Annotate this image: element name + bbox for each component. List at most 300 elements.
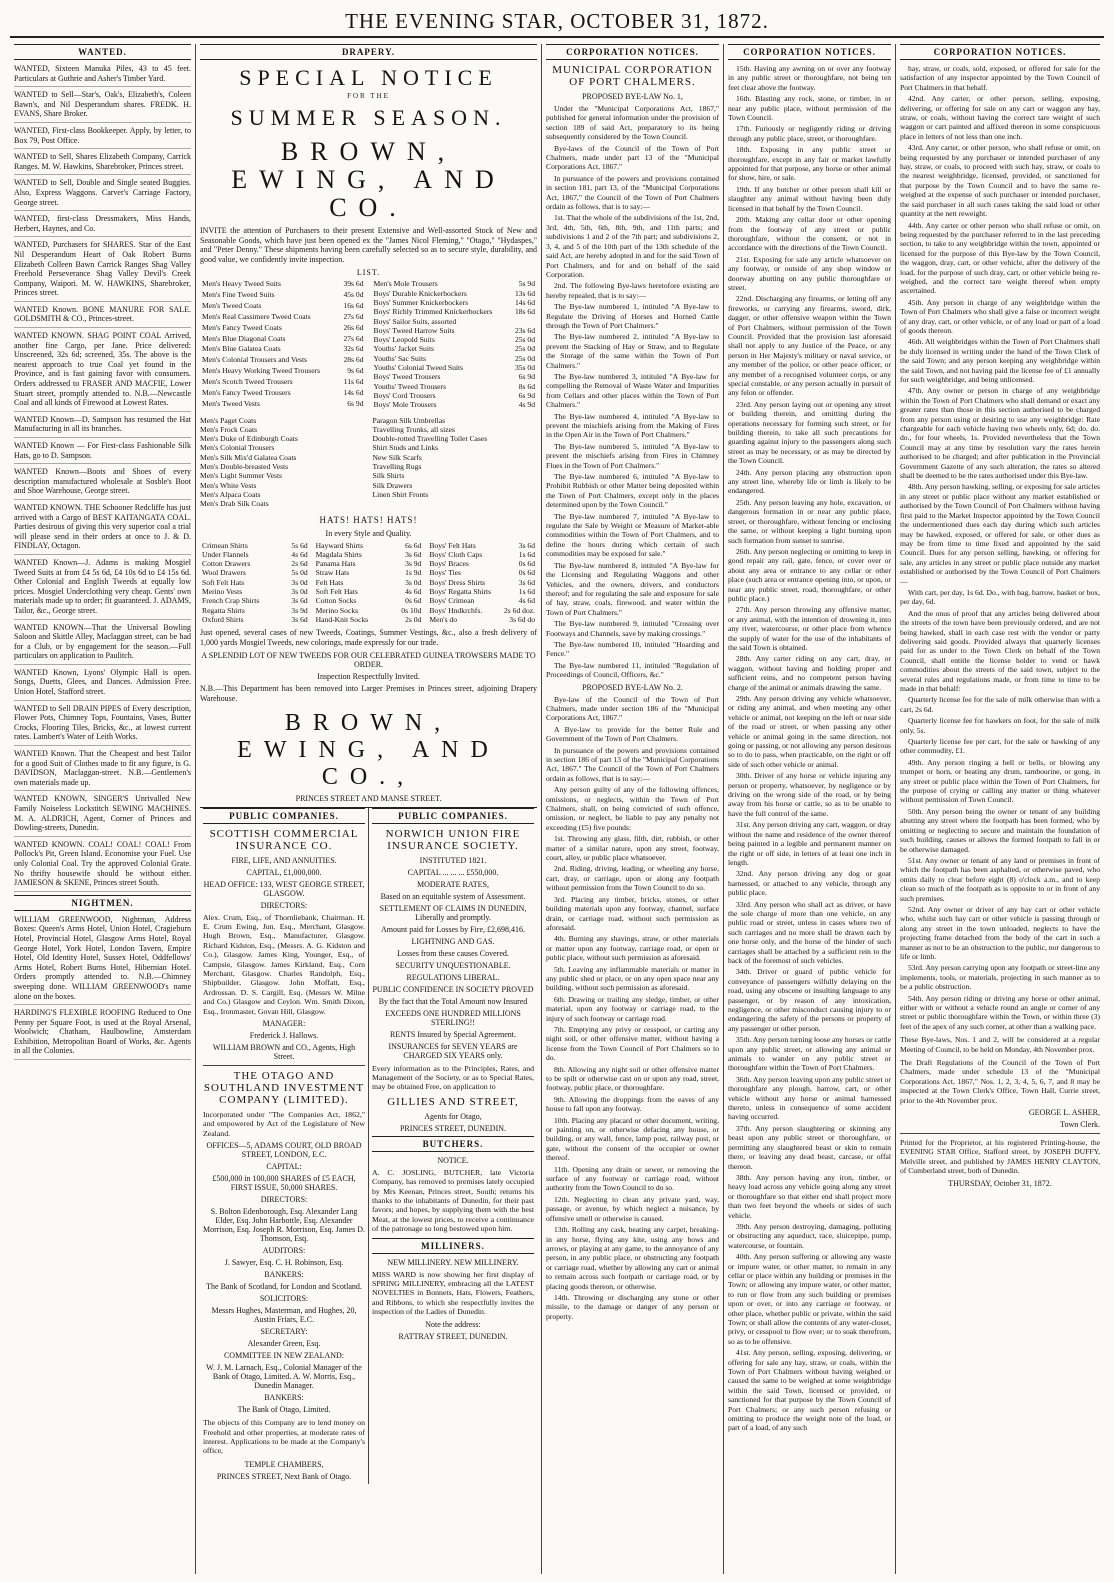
price-value: 4s 6d bbox=[405, 586, 422, 596]
price-value: 3s 0d bbox=[291, 586, 308, 596]
price-item: Merino Socks bbox=[315, 605, 359, 615]
price-row bbox=[200, 399, 366, 410]
goods-list-left bbox=[200, 416, 365, 509]
bylaw-clause: 21st. Exposing for sale any article whatsoever on any footway, or outside of any shop window or doorway abutting on any public thoroughfare or street. bbox=[728, 254, 891, 292]
drapery-intro: INVITE the attention of Purchasers to their present Extensive and Well-assorted Stock of New and Seasonable Goods, which have just been opened ex the "James Nicol Fleming," "Otago," "Hydaspes," and "Peter Denny." These shipments having been carefully selected so as to secure style, durability, and good value, we confidently invite inspection. bbox=[200, 226, 537, 264]
otago-body: Incorporated under "The Companies Act, 1862," and empowered by Act of the Legislature of New Zealand. bbox=[203, 1110, 365, 1138]
price-item: Boys' Durable Knickerbockers bbox=[373, 288, 467, 298]
price-item: Men's Fancy Tweed Coats bbox=[202, 322, 282, 332]
price-row bbox=[427, 559, 537, 568]
price-value: 28s 6d bbox=[343, 355, 364, 365]
butcher-ad: A. C. JOSLING, BUTCHER, late Victoria Company, has removed to premises lately occupied by Mrs Keenan, Princes street, South; returns his thanks to the inhabitants of Dunedin, for their past favors; and hopes, by supplying them with the best Meat, at the lowest prices, to receive a continuance of the patronage so long bestowed upon him. bbox=[372, 1167, 534, 1234]
norwich-capital: CAPITAL ... ... ... £550,000. bbox=[407, 867, 499, 877]
price-item: Cotton Socks bbox=[315, 596, 357, 606]
scottish-capital: CAPITAL, £1,000,000. bbox=[246, 867, 322, 877]
goods-item: Silk Shirts bbox=[372, 471, 405, 481]
masthead: THE EVENING STAR, OCTOBER 31, 1872. bbox=[345, 9, 769, 33]
public-companies bbox=[200, 807, 537, 1484]
price-item: Men's Mole Trousers bbox=[373, 279, 438, 289]
bylaw-clause: 34th. Driver or guard of public vehicle for conveyance of passengers wilfully delaying on the road, using any obscene or insulting language to any passenger, or by reason of any intoxication, negligence, or other misconduct causing injury to or endangering the safety of the persons or property of any passenger or other person. bbox=[728, 967, 891, 1033]
price-value: 3s 6d bbox=[291, 596, 308, 606]
columns bbox=[10, 44, 1104, 1574]
price-value: 3s 6d bbox=[518, 540, 536, 550]
directors-label: DIRECTORS: bbox=[260, 900, 308, 910]
bylaw-clause: 2nd. The following Bye-laws heretofore existing are hereby repealed, that is to say:— bbox=[546, 281, 719, 300]
price-item: Wool Drawers bbox=[202, 568, 246, 578]
price-row bbox=[200, 541, 310, 550]
bylaw-clause: Bye-law of the Council of the Town of Port Chalmers, made under section 186 of the "Municipal Corporations Act, 1867." bbox=[546, 694, 719, 723]
bylaw-clause: 42nd. Any carter, or other person, selling, exposing, delivering, or offering for sale on any cart or waggon any hay, straw, or coals, without having the correct tare weight of such waggon or cart painted and affixed thereon in some conspicuous place in letters of not less than one inch. bbox=[900, 94, 1100, 141]
price-value: 13s 6d bbox=[514, 288, 535, 298]
price-item: Cotton Drawers bbox=[202, 559, 251, 569]
bylaw-clause: The Bye-law numbered 4, intituled "A Bye-law to prevent the mischiefs arising from the Making of Fires in the Open Air in the Town of Port Chalmers." bbox=[546, 411, 719, 440]
goods-item: Men's Duke of Edinburgh Coats bbox=[200, 434, 298, 444]
price-item: Boys' Ties bbox=[429, 568, 461, 578]
bylaw-clause: Quarterly license fee for hawkers on foot, for the sale of milk only, 5s. bbox=[900, 716, 1100, 735]
price-value: 6s 9d bbox=[347, 398, 364, 408]
solicitors: Messrs Hughes, Masterman, and Hughes, 20, Austin Friars, E.C. bbox=[211, 1306, 357, 1325]
price-value: 35s 0d bbox=[514, 363, 535, 373]
bylaw-clause: 44th. Any carter or other person who shall refuse or omit, on being requested by the purchaser referred to in the last preceding section, to take to any weighbridge within the town, appointed or licensed for the purpose of this Bye-law by the Town Council, the waggon, dray, cart, or other vehicle, after the delivery of the load, for the purpose of such dray, cart, or other vehicle being re-weighed, and the correct tare weight thereof when empty ascertained. bbox=[900, 220, 1100, 296]
firm-name: BROWN, EWING, AND CO. bbox=[231, 137, 506, 222]
bylaw-clause: Quarterly license fee for the sale of milk otherwise than with a cart, 2s 6d. bbox=[900, 695, 1100, 714]
scottish-agents: WILLIAM BROWN and CO., Agents, High Street. bbox=[212, 1043, 356, 1062]
price-item: Boys' Richly Trimmed Knickerbockers bbox=[373, 307, 493, 317]
price-item: Youths' Jacket Suits bbox=[373, 344, 435, 354]
bylaw-clause: 32nd. Any person driving any dog or goat harnessed, or attached to any vehicle, through any public place. bbox=[728, 869, 891, 898]
price-row bbox=[200, 596, 310, 605]
price-row bbox=[200, 279, 366, 290]
norwich-agents-3: PRINCES STREET, DUNEDIN. bbox=[399, 1123, 507, 1133]
price-row bbox=[314, 606, 424, 615]
splendid-lot: A SPLENDID LOT OF NEW TWEEDS FOR OUR CELEBRATED GUINEA TROWSERS MADE TO ORDER. bbox=[201, 651, 536, 670]
hats-label: HATS! HATS! HATS! bbox=[319, 514, 418, 525]
otago-offices: OFFICES—5, ADAMS COURT, OLD BROAD STREET, LONDON, E.C. bbox=[206, 1141, 362, 1160]
bylaw-clause: The Bye-law numbered 5, intituled "A Bye-law to prevent the mischiefs arising from Fires in Chimney Flues in the Town of Port Chalmers." bbox=[546, 441, 719, 470]
public-companies-left bbox=[200, 808, 369, 1484]
bylaw-clause: 52nd. Any owner or driver of any hay cart or other vehicle who, whilst such hay cart or other vehicle is passing through or along any street in the town unloaded, neglects to have the projecting frame detached from the body of the cart in such a manner as not to be an obstruction to the public, nor dangerous to life or limb. bbox=[900, 904, 1100, 961]
bylaw-clause: 13th. Rolling any cask, beating any carpet, breaking-in any horse, flying any kite, using any bows and arrows, or playing at any game, to the annoyance of any person, in any public place, or obstructing any footpath or carriage road, whether by allowing any cart or animal to remain across such footpath or carriage road, or by placing goods thereon, or otherwise. bbox=[546, 1225, 719, 1291]
price-row bbox=[200, 344, 366, 355]
price-value: 0s 10d bbox=[401, 605, 422, 615]
price-value: 18s 6d bbox=[514, 307, 535, 317]
wanted-ad: WANTED, Sixteen Manuka Piles, 43 to 45 feet. Particulars at Guthrie and Asher's Timber Yard. bbox=[14, 64, 191, 87]
hats-list-a bbox=[200, 541, 310, 625]
price-value: 3s 0d bbox=[405, 577, 422, 587]
bylaw-clause: 38th. Any person having any iron, timber, or heavy load across any vehicle going along any street or thoroughfare so that either end shall project more than two feet beyond the wheels or sides of such vehicle. bbox=[728, 1172, 891, 1220]
list-label: LIST. bbox=[356, 268, 381, 278]
price-item: Youths' Sac Suits bbox=[373, 353, 427, 363]
price-row bbox=[200, 615, 310, 624]
price-row bbox=[200, 606, 310, 615]
price-item: Regatta Shirts bbox=[202, 605, 245, 615]
price-item: Soft Felt Hats bbox=[202, 577, 245, 587]
price-value: 45s 0d bbox=[343, 290, 364, 300]
closing-note: These Bye-laws, Nos. 1 and 2, will be considered at a regular Meeting of Council, to be held on Monday, 4th November prox. bbox=[900, 1035, 1100, 1054]
wanted-ad: WANTED, first-class Dressmakers, Miss Hands, Herbert, Haynes, and Co. bbox=[14, 214, 191, 237]
bylaw-clause: 50th. Any person being the owner or tenant of any building abutting any street where the footpath has been formed, who by omitting or neglecting to secure and maintain the foundation of such building, causes or allows the formed footpath to fall in or be otherwise damaged. bbox=[900, 806, 1100, 854]
price-value: 1s 6d bbox=[518, 586, 536, 596]
imprint: Printed for the Proprietor, at his registered Printing-house, the EVENING STAR Office, Stafford street, by JOSEPH DUFFY, Melville street, and published by JAMES HENRY CLAYTON, of Cumberland street, both of Dunedin. bbox=[900, 1138, 1100, 1176]
goods-item: Silk Drawers bbox=[372, 480, 413, 490]
bylaw-clause: 41st. Any person, selling, exposing, delivering, or offering for sale any hay, straw, or coals, within the Town of Port Chalmers without having weighed or caused the same to be weighed at some weighbridge within the said Town, licensed or provided, or sanctioned for that purpose by the Town Council of Port Chalmers; or any such person refusing or omitting to produce the weight note of the load, or part of a load, of any such bbox=[728, 1348, 891, 1433]
bylaw-clause: 27th. Any person throwing any offensive matter, or any animal, with the intention of drowning it, into any river, watercourse, or other place from whence the supply of water for the use of the inhabitants of the said Town is obtained. bbox=[728, 605, 891, 652]
bylaw-clause: 51st. Any owner or tenant of any land or premises in front of which the footpath has been asphalted, or otherwise paved, who omits daily to clear before eight (8) o'clock a.m., and to keep clean so much of the footpath as is opposite to or in front of any such premises. bbox=[900, 855, 1100, 903]
price-value: 2s 0d bbox=[405, 614, 422, 624]
wanted-ad: WANTED, Purchasers for SHARES. Star of the East Nil Desperandum Heart of Oak Robert Burns Elizabeth Colleen Bawn Carrick Ranges Shag Valley Freehold Perseverance Shag Valley Devil's Creek Company, Waipori. M. W. HAWKINS, Sharebroker, Princes street. bbox=[14, 240, 191, 302]
price-value: 6s 9d bbox=[518, 372, 535, 382]
section-heading-corporation-1: CORPORATION NOTICES. bbox=[546, 44, 719, 60]
bylaw-clause: 53rd. Any person carrying upon any footpath or street-line any implements, tools, or materials, projecting in such manner as to be a public obstruction. bbox=[900, 963, 1100, 992]
section-heading-corporation-2: CORPORATION NOTICES. bbox=[728, 44, 891, 60]
price-row bbox=[200, 355, 366, 366]
price-value bbox=[510, 317, 537, 326]
goods-item: Men's Double-breasted Vests bbox=[200, 462, 289, 472]
bylaw-clause: With cart, per day, 1s 6d. Do., with bag, barrow, basket or box, per day, 6d. bbox=[900, 587, 1100, 607]
section-heading-nightmen: NIGHTMEN. bbox=[14, 895, 191, 911]
price-row bbox=[200, 559, 310, 568]
bylaw-clause: In pursuance of the powers and provisions contained in section 186 of part 13 of the "Municipal Corporations Act, 1867." The Council of the Town of Port Chalmers ordain as follows, that is to say:— bbox=[546, 745, 719, 783]
bylaw-clause: Quarterly license fee per cart, for the sale or hawking of any other commodity, £1. bbox=[900, 737, 1100, 756]
bylaw-clause: 12th. Neglecting to clean any private yard, way, passage, or avenue, by which neglect a nuisance, by offensive smell or otherwise is caused. bbox=[546, 1194, 719, 1223]
goods-item: Men's Drab Silk Coats bbox=[200, 499, 269, 509]
price-item: Men's Scotch Tweed Trousers bbox=[202, 376, 293, 386]
norwich-agents-2: Agents for Otago, bbox=[424, 1111, 482, 1121]
price-item: Men's Tweed Vests bbox=[202, 398, 260, 408]
wanted-ads bbox=[14, 64, 191, 892]
price-item: Boys' Tweed Harrow Suits bbox=[373, 325, 455, 335]
price-row bbox=[372, 372, 538, 381]
price-value: 27s 6d bbox=[343, 311, 364, 321]
hats-list-b bbox=[314, 541, 424, 625]
bylaw-clause: 47th. Any owner or person in charge of any weighbridge within the Town of Port Chalmers who shall demand or exact any greater rates than those in this section authorised to be charged from any person using or desiring to use any weighbridge: Rate chargeable for each vehicle having two wheels only, 6d; do. do. do., for four wheels, 1s. Provided nevertheless that the Town Council may at any time by resolution vary the rates herein authorised to be charged; and after publication in the Provincial Government Gazette of any such alteration, the rates so altered shall be deemed to be the rates authorised under this Bye-law. bbox=[900, 386, 1100, 481]
norwich-line: SECURITY UNQUESTIONABLE. bbox=[395, 960, 511, 970]
masthead-rule bbox=[10, 36, 1104, 38]
price-row bbox=[427, 606, 537, 615]
norwich-line: RENTS Insured by Special Agreement. bbox=[390, 1029, 516, 1039]
price-item: Boys' Dress Shirts bbox=[429, 577, 486, 587]
price-value: 5s 0d bbox=[291, 568, 308, 578]
price-value: 2s 6d doz. bbox=[504, 605, 536, 615]
price-row bbox=[372, 335, 538, 344]
price-item: Merino Vests bbox=[202, 586, 243, 596]
bylaw-clause: 9th. Allowing the droppings from the eaves of any house to fall upon any footway. bbox=[546, 1094, 719, 1114]
bylaw-clause: Any person guilty of any of the following offences, omissions, or neglects, within the Town of Port Chalmers, shall, on being convicted of such offence, omission, or neglect, be liable to pay any penalty not exceeding (£5) five pounds: bbox=[546, 785, 719, 832]
public-companies-right bbox=[369, 808, 537, 1484]
price-item: Boys' Mole Trousers bbox=[373, 400, 437, 410]
price-item: Boys' Felt Hats bbox=[429, 540, 476, 550]
price-item: Boys' Cord Trousers bbox=[373, 390, 436, 400]
price-item: Straw Hats bbox=[315, 568, 350, 578]
price-item: Panama Hats bbox=[315, 559, 356, 569]
millinery-ad: MISS WARD is now showing her first display of SPRING MILLINERY, embracing all the LATEST NOVELTIES in Bonnets, Hats, Flowers, Feathers, and Ribbons, to which she respectfully invites the inspection of the Ladies of Dunedin. bbox=[372, 1269, 534, 1317]
price-row bbox=[314, 578, 424, 587]
price-item: French Crap Shirts bbox=[202, 596, 260, 606]
wanted-ad: WANTED Known — For First-class Fashionable Silk Hats, go to D. Sampson. bbox=[14, 441, 191, 464]
price-item: Boys' Regatta Shirts bbox=[429, 586, 492, 596]
goods-item: Men's Light Summer Vests bbox=[200, 471, 283, 481]
goods-list-right bbox=[373, 416, 538, 509]
price-row bbox=[372, 382, 538, 391]
price-row bbox=[314, 615, 424, 624]
bylaw-clause: The Bye-law numbered 7, intituled "A Bye-law to regulate the Sale by Weight or Measure of Market-able commodities within the Town of Port Chalmers, and to define the hours during which certain of such commodities may be exposed for sale." bbox=[546, 511, 719, 559]
capital2: £500,000 in 100,000 SHARES of £5 EACH, FIRST ISSUE, 50,000 SHARES. bbox=[212, 1174, 356, 1193]
goods-item: Men's Colonial Trousers bbox=[200, 443, 275, 453]
bankers: The Bank of Scotland, for London and Scotland. bbox=[206, 1282, 362, 1292]
price-value: 32s 6d bbox=[343, 344, 364, 354]
price-row bbox=[372, 298, 538, 307]
price-row bbox=[372, 400, 538, 409]
price-row bbox=[427, 550, 537, 559]
wanted-ad: WANTED Known—D. Sampson has resumed the Hat Manufacturing in all its branches. bbox=[14, 415, 191, 438]
bylaw-clause: 26th. Any person neglecting or omitting to keep in good repair any rail, gate, fence, or cover over or about any area or entrance to any cellar or other place (such area or entrance opening into, or upon, or near any public street, road, thoroughfare, or other public place.) bbox=[728, 546, 891, 603]
price-value: 14s 6d bbox=[514, 297, 535, 307]
price-value: 4s 9d bbox=[518, 400, 535, 410]
bylaw-2-paras bbox=[546, 695, 719, 1322]
price-item: Felt Hats bbox=[315, 577, 344, 587]
price-item: Men's Fine Tweed Suits bbox=[202, 290, 275, 300]
wanted-ad: WANTED to Sell, Shares Elizabeth Company, Carrick Ranges. M. W. Hawkins, Sharebroker, Princes street. bbox=[14, 152, 191, 175]
price-item: Men's Colonial Trousers and Vests bbox=[202, 355, 308, 365]
bylaw-clause: 6th. Drawing or trailing any sledge, timber, or other material, upon any footway or carriage road, to the injury of such footway or carriage road. bbox=[546, 994, 719, 1023]
price-row bbox=[372, 317, 538, 326]
bylaw-clause: 24th. Any person placing any obstruction upon any street line, whereby life or limb is likely to be endangered. bbox=[728, 467, 891, 496]
bylaw-clause: 29th. Any person driving any vehicle whatsoever, or riding any animal, and when meeting any other vehicle or animal, not keeping on the left or near side of the road or street, or when passing any other vehicle or animal going in the same direction, not going or passing, or not allowing any person desirous so to do to pass, when practicable, on the right or off side of such other vehicle or animal. bbox=[728, 694, 891, 769]
manager-label: MANAGER: bbox=[262, 1019, 306, 1029]
objects: The objects of this Company are to lend money on Freehold and other properties, at moderate rates of interest. Applications to be made at the Company's office, bbox=[203, 1418, 365, 1456]
price-item: Men's Fancy Tweed Trousers bbox=[202, 387, 291, 397]
nightman-ad: WILLIAM GREENWOOD, Nightman, Address Boxes: Queen's Arms Hotel, Union Hotel, Cragieburn Hotel, Provincial Hotel, Glasgow Arms Hotel, Royal George Hotel, York Hotel, London Tavern, Empire Hotel, Old Identity Hotel, Sussex Hotel, Oddfellows' Arms Hotel, Robert Burns Hotel, Hibernian Hotel. Orders promptly attended to. N.B.—Chimney sweeping done. WILLIAM GREENWOOD's name alone on the boxes. bbox=[14, 915, 191, 1005]
instituted: INSTITUTED 1821. bbox=[419, 855, 487, 865]
price-item: Men's do bbox=[429, 614, 458, 624]
goods-item: Men's Frock Coats bbox=[200, 424, 258, 434]
price-row bbox=[372, 344, 538, 353]
norwich-info: Every information as to the Principles, Rates, and Management of the Society, or as to Special Rates, may be obtained Free, on application to bbox=[372, 1063, 534, 1092]
bylaw-clause: The Bye-law numbered 3, intituled "A Bye-law for compelling the Removal of Waste Water and Impurities from Cellars and other places within the Town of Port Chalmers." bbox=[546, 371, 719, 410]
price-row bbox=[372, 279, 538, 288]
price-row bbox=[427, 596, 537, 605]
price-value: 3s 6d bbox=[291, 614, 308, 624]
price-row bbox=[200, 388, 366, 399]
price-row bbox=[427, 541, 537, 550]
wanted-ad: WANTED to Sell DRAIN PIPES of Every description, Flower Pots, Chimney Tops, Fountains, Vases, Butter Crocks, Flooring Tiles, Bricks, &c., at lowest current rates. Lambert's Water of Leith Works. bbox=[14, 704, 191, 746]
price-value: 27s 6d bbox=[343, 333, 364, 343]
bylaw-clause: 37th. Any person slaughtering or skinning any beast upon any public street or thoroughfare, or permitting any slaughtered beast or skin to remain there, or leaving any dead beast, carcase, or offal thereon. bbox=[728, 1123, 891, 1171]
column-corporation-1 bbox=[542, 44, 724, 1574]
wanted-ad: WANTED KNOWN, SINGER'S Unrivalled New Family Noiseless Lockstitch SEWING MACHINES. M. A. ALDRICH, Agent, Corner of Princes and Dowling-streets, Dunedin. bbox=[14, 794, 191, 836]
bylaw-clause: 14th. Throwing or discharging any stone or other missile, to the damage or danger of any person or property. bbox=[546, 1292, 719, 1321]
price-item: Boys' Leopold Suits bbox=[373, 335, 435, 345]
price-item: Men's Blue Diagonal Coats bbox=[202, 333, 286, 343]
inspection-note: Inspection Respectfully Invited. bbox=[317, 672, 420, 682]
price-item: Men's Heavy Tweed Suits bbox=[202, 279, 281, 289]
goods-item: Men's Alpaca Coats bbox=[200, 489, 261, 499]
column-corporation-3 bbox=[896, 44, 1104, 1574]
bylaw-clause: 5th. Leaving any inflammable materials or matter in any public shed or place, or on any open space near any building, without such permission as aforesaid. bbox=[546, 964, 719, 993]
bankers2: The Bank of Otago, Limited. bbox=[237, 1405, 331, 1415]
norwich-line: SETTLEMENT OF CLAIMS IN DUNEDIN, Liberally and promptly. bbox=[379, 903, 527, 922]
bylaw-clause: 40th. Any person suffering or allowing any waste or impure water, or other matter, to remain in any cellar or place within any building or premises in the Town; or allowing any impure water, or other matter, to run or flow from any such building or premises upon or over, or into any carriage or footway, or other place, whether public or private, within the said Town; or shall allow the contents of any water-closet, privy, or cesspool to flow over; or to soak therefrom, so as to be offensive. bbox=[728, 1252, 891, 1346]
price-value: 4s 6d bbox=[291, 549, 308, 559]
price-value: 25s 0d bbox=[514, 353, 535, 363]
bylaw-clause: 15th. Having any awning on or over any footway in any public street or thoroughfare, not being ten feet clear above the footway. bbox=[728, 64, 891, 92]
bylaw-clause: And the onus of proof that any articles being delivered about the streets of the town have been previously ordered, and are not being hawked, shall in each case rest with the vendor or party delivering said goods. Provided always that quarterly licenses paid for as under to the Town Clerk on behalf of the Town Council, shall entitle the license holder to vend or hawk commodities about the streets of the said town, subject to the several rules and regulations made, or from time to time to be made in that behalf: bbox=[900, 608, 1100, 693]
bylaw-clause: 16th. Blasting any rock, stone, or timber, in or near any public place, without permission of the Town Council. bbox=[728, 94, 891, 123]
hats-list-c bbox=[427, 541, 537, 625]
bylaw-clause: 23rd. Any person laying out or opening any street or building therein, and omitting during the operations necessary for forming such street, or for building therein, to take all such precautions for guarding against injury to the passengers along such street as may be necessary, or as may be directed by the Town Council. bbox=[728, 399, 891, 466]
goods-item: Men's Silk Mix'd Galatea Coats bbox=[200, 452, 297, 462]
price-row bbox=[427, 578, 537, 587]
head-office: HEAD OFFICE: 133, WEST GEORGE STREET, GLASGOW. bbox=[203, 879, 365, 898]
price-row bbox=[200, 290, 366, 301]
price-value: 5s 6d bbox=[291, 540, 308, 550]
price-item: Soft Felt Hats bbox=[315, 586, 358, 596]
price-row bbox=[314, 568, 424, 577]
price-value: 5s 9d bbox=[518, 279, 535, 289]
bylaw-clause: 10th. Placing any placard or other document, writing, or painting on, or otherwise defacing any house, or building, or any wall, fence, lamp post, railway post, or gate, without the consent of the occupier or owner thereof. bbox=[546, 1115, 719, 1163]
princes-street: PRINCES STREET, Next Bank of Otago. bbox=[216, 1471, 352, 1481]
price-value: 25s 0d bbox=[514, 335, 535, 345]
firm-name-2: BROWN, EWING, AND CO., bbox=[237, 709, 500, 790]
price-item: Hand-Knit Socks bbox=[315, 614, 369, 624]
goods-item: Travelling Rugs bbox=[372, 462, 422, 472]
price-row bbox=[200, 312, 366, 323]
bylaw-1-paras bbox=[546, 104, 719, 680]
opened-note: Just opened, several cases of new Tweeds, Coatings, Summer Vestings, &c., also a fresh delivery of 1,000 yards Mosgiel Tweeds, new colorings, made expressly for our trade. bbox=[200, 628, 537, 647]
price-value: 3s 6d bbox=[518, 577, 536, 587]
price-list-left bbox=[200, 279, 366, 409]
price-row bbox=[200, 301, 366, 312]
manager: Frederick J. Hallows. bbox=[249, 1031, 319, 1041]
goods-item: Shirt Studs and Links bbox=[372, 443, 439, 453]
price-row bbox=[314, 587, 424, 596]
price-value: 23s 6d bbox=[514, 325, 535, 335]
price-item: Under Flannels bbox=[202, 549, 249, 559]
bylaw-clause: 28th. Any carter riding on any cart, dray, or waggon, without having and holding proper and sufficient reins, and no competent person having charge of the animal or animals drawing the same. bbox=[728, 654, 891, 692]
price-value: 14s 6d bbox=[343, 387, 364, 397]
bylaw-clause: 1st. Throwing any glass, filth, dirt, rubbish, or other matter of a similar nature, upon any street, footway, court, alley, or public place whatsoever. bbox=[546, 834, 719, 863]
wanted-ad: WANTED Known, Lyons' Olympic Hall is open. Songs, Duetts, Glees, and Dances. Admission Free. Union Hotel, Stafford street. bbox=[14, 668, 191, 701]
roofing-ad: HARDING'S FLEXIBLE ROOFING Reduced to One Penny per Square Foot, is used at the Royal Arsenal, Woolwich; Chatham, Haulbowline, Amsterdam Exhibition, Metropolitan Board of Works, &c. Agents in all the Colonies. bbox=[14, 1008, 191, 1060]
draft-note: The Draft Regulations of the Council of the Town of Port Chalmers, made under schedule 13 of the "Municipal Corporations Act, 1867," Nos. 1, 2, 3, 4, 5, 6, 7, and 8 may be inspected at the Town Clerk's Office, Town Hall, Currie street, prior to the 4th November prox. bbox=[900, 1058, 1100, 1105]
secretary: Alexander Green, Esq. bbox=[247, 1339, 321, 1349]
price-item: Men's Tweed Coats bbox=[202, 301, 262, 311]
goods-item: Paragon Silk Umbrellas bbox=[372, 415, 446, 425]
wanted-ad: WANTED KNOWN. COAL! COAL! COAL! From Pollock's Pit, Green Island. Economise your Fuel. Use only Colonial Coal. Try the approved Colonial Grate. No thrifty housewife should be without either. JAMIESON & SKENE, Princes street South. bbox=[14, 840, 191, 892]
price-row bbox=[372, 391, 538, 400]
goods-item: Linen Shirt Fronts bbox=[372, 489, 429, 499]
price-item: Boys' Sailor Suits, assorted bbox=[373, 316, 457, 326]
norwich-line: PUBLIC CONFIDENCE IN SOCIETY PROVED bbox=[372, 984, 534, 994]
imprint-date: THURSDAY, October 31, 1872. bbox=[948, 1178, 1052, 1188]
price-row bbox=[200, 366, 366, 377]
price-row bbox=[427, 568, 537, 577]
bylaw-clause: 4th. Burning any shavings, straw, or other materials or matter upon any footway, carriage road, or open or public place, without such permission as aforesaid. bbox=[546, 934, 719, 963]
solicitors-label: SOLICITORS: bbox=[259, 1294, 309, 1304]
price-value: 16s 6d bbox=[343, 301, 364, 311]
wanted-ad: WANTED KNOWN—That the Universal Bowling Saloon and Skittle Alley, Maclaggan street, can be had for a Club, or by engagement for the season.—Full particulars on application to Paulitch. bbox=[14, 623, 191, 665]
bylaw-clause: 20th. Making any cellar door or other opening from the footway of any street or public thoroughfare, without the consent, or not in accordance with the directions of the Town Council. bbox=[728, 215, 891, 253]
millinery-address: RATTRAY STREET, DUNEDIN. bbox=[398, 1331, 508, 1341]
bylaw-clause: The Bye-law numbered 10, intituled "Hoarding and Fence." bbox=[546, 639, 719, 659]
bylaw-clauses-41-54 bbox=[900, 64, 1100, 1031]
price-row bbox=[427, 615, 537, 624]
price-row bbox=[314, 541, 424, 550]
price-row bbox=[200, 578, 310, 587]
wanted-ad: WANTED Known—Boots and Shoes of every description manufactured wholesale at Sosble's Boot and Shoe Warehouse, George street. bbox=[14, 467, 191, 500]
norwich-line: MODERATE RATES, bbox=[416, 879, 489, 889]
butcher-notice: NOTICE. bbox=[437, 1155, 469, 1165]
section-heading-drapery: DRAPERY. bbox=[200, 44, 537, 60]
column-corporation-2 bbox=[724, 44, 896, 1574]
bylaw-clause: The Bye-law numbered 1, intituled "A Bye-law to Regulate the Driving of Horses and Horned Cattle through the Town of Port Chalmers." bbox=[546, 302, 719, 330]
price-value: 25s 0d bbox=[514, 344, 535, 354]
price-row bbox=[200, 568, 310, 577]
temple-chambers: TEMPLE CHAMBERS, bbox=[244, 1459, 324, 1469]
bylaw-clause: 33rd. Any person who shall act as driver, or have the sole charge of more than one vehicle, on any public road or street, unless in cases where two of such carriages and no more shall be drawn each by one horse only, and the horse of the hinder of such carriages shall be attached by a sufficient rein to the back of the foremost of such vehicles. bbox=[728, 899, 891, 965]
price-item: Youths' Colonial Tweed Suits bbox=[373, 363, 464, 373]
millinery-title: NEW MILLINERY. NEW MILLINERY. bbox=[387, 1257, 519, 1267]
price-value: 11s 6d bbox=[343, 376, 364, 386]
section-heading-milliners: MILLINERS. bbox=[372, 1238, 534, 1254]
price-value: 39s 6d bbox=[343, 279, 364, 289]
bylaw-clause: 43rd. Any carter, or other person, who shall refuse or omit, on being requested by any purchaser or intended purchaser of any hay, straw, or coals, to proceed with such hay, straw, or coals to the nearest weighbridge, licensed, provided, or sanctioned for that purpose by the Town Council and to have the same re-weighed at the expense of such purchaser or intended purchaser, the said purchaser in all such cases taking the said load or other quantity at the nett reweight. bbox=[900, 143, 1100, 219]
secretary-label: SECRETARY: bbox=[260, 1327, 308, 1337]
price-value: 3s 0d bbox=[291, 577, 308, 587]
summer-season-title: SUMMER SEASON. bbox=[230, 105, 507, 130]
bylaw-clause: In pursuance of the powers and provisions contained in section 181, part 13, of the "Municipal Corporations Act, 1867," the Council of the Town of Port Chalmers ordain as follows, that is to say:— bbox=[546, 173, 719, 212]
bylaw-clause: 31st. Any person driving any cart, waggon, or dray without the name and residence of the owner thereof being painted in a legible and permanent manner on the right or off side, in letters of at least one inch in length. bbox=[728, 820, 891, 867]
bylaw-clause: 7th. Emptying any privy or cesspool, or carting any night soil, or other offensive matter, without having a license from the Town Council of Port Chalmers so to do. bbox=[546, 1024, 719, 1063]
corporation-title: MUNICIPAL CORPORATION OF PORT CHALMERS. bbox=[552, 64, 713, 88]
notice-for: FOR THE bbox=[347, 92, 390, 100]
bylaw-clause: 39th. Any person destroying, damaging, polluting or obstructing any aqueduct, race, sluicepipe, pump, watercourse, or fountain. bbox=[728, 1221, 891, 1250]
goods-item: Men's White Vests bbox=[200, 480, 257, 490]
price-item: Crimean Shirts bbox=[202, 540, 248, 550]
price-item: Men's Blue Galatea Coats bbox=[202, 344, 281, 354]
scottish-line: FIRE, LIFE, AND ANNUITIES. bbox=[231, 855, 337, 865]
bankers-label: BANKERS: bbox=[264, 1270, 304, 1280]
scottish-title: SCOTTISH COMMERCIAL INSURANCE CO. bbox=[209, 827, 359, 852]
otago-dir-label: DIRECTORS: bbox=[260, 1195, 308, 1205]
price-value: 3s 6d bbox=[405, 549, 422, 559]
bylaw-clause: 48th. Any person hawking, selling, or exposing for sale articles in any street or public place without any market established or authorised by the Town Council of Port Chalmers without having first paid to the Market Inspector appointed by the Town Council the undermentioned dues each day during which such articles may be hawked, exposed, or offered for sale, or other dues as may be from time to time fixed and appointed by the said Council. Dues for any person selling, hawking, or offering for sale, any articles in any street or public place outside any market established or authorised by the Town Council of Port Chalmers— bbox=[900, 482, 1100, 586]
norwich-line: REGULATIONS LIBERAL. bbox=[406, 972, 500, 982]
price-value: 0s 6d bbox=[518, 568, 536, 578]
bylaw-clause: The Bye-law numbered 9, intituled "Crossing over Footways and Channels, save by making crossings." bbox=[546, 619, 719, 638]
wanted-ad: WANTED KNOWN. SHAG POINT COAL Arrived, another fine Cargo, per Jane. Price delivered: Unscreened, 32s 6d; screened, 35s. The above is the nearest approach to true Coal yet found in the Province, and is fast gaining favor with consumers. Orders addressed to FRASER AND MACFIE, Lower Stuart street, promptly attended to. N.B.—Newcastle Coal and all kinds of Firewood at Lowest Rates. bbox=[14, 331, 191, 412]
norwich-agents: GILLIES AND STREET, bbox=[387, 1095, 519, 1108]
bylaw-clause: The Bye-law numbered 8, intituled "A Bye-law for the Licensing and Regulating Waggons and other Vehicles, and the owners, drivers, and conductors thereof; and for regulating the sale and exposure for sale of hay, straw, coals, firewood, and water within the Town of Port Chalmers." bbox=[546, 560, 719, 617]
bylaw-clause: 1st. That the whole of the subdivisions of the 1st, 2nd, 3rd, 4th, 5th, 6th, 8th, 9th, and 11th parts; and subdivisions 1 and 2 of the 7th part; and subdivisions 2, 3, 4, and 5 of the 10th part of the 13th schedule of the said Act, are hereby adopted in and for the said Town of Port Chalmers, and for and on behalf of the said Corporation. bbox=[546, 213, 719, 279]
signer-title: Town Clerk. bbox=[1060, 1120, 1100, 1130]
price-value: 0s 6d bbox=[518, 559, 536, 569]
price-row bbox=[200, 550, 310, 559]
price-item: Boys' Hndkrchfs. bbox=[429, 605, 483, 615]
column-wanted bbox=[10, 44, 196, 1574]
norwich-line: Losses from these causes Covered. bbox=[397, 948, 509, 958]
bylaw-2-title: PROPOSED BYE-LAW No. 2. bbox=[582, 682, 683, 692]
directors: Alex. Crum, Esq., of Thornliebank, Chairman. H. E. Crum Ewing, Jun. Esq., Merchant, Glasgow. Hugh Brown, Esq., Manufacturer, Glasgow. Richard Kidston, Esq., (Messrs. A. G. Kidston and Co.), Glasgow. James King, Younger, Esq., of Campsie, Glasgow. James Kirkland, Esq., Corn Merchant, Glasgow. Charles Randolph, Esq., Shipbuilder, Glasgow. John Moffatt, Esq., Ardrossan. D. S. Cargill, Esq. (Messrs W. Milne and Co.) Glasgow and Ceylon. Wm. Smith Dixon, Esq., Ironmaster, Govan Hill, Glasgow. bbox=[203, 912, 365, 1016]
wanted-ad: WANTED Known. BONE MANURE FOR SALE. GOLDSMITH & CO., Princes-street. bbox=[14, 305, 191, 328]
auditors-label: AUDITORS: bbox=[262, 1246, 306, 1256]
wanted-ad: WANTED Known. That the Cheapest and best Tailor for a good Suit of Clothes made to fit any figure, is G. DAVIDSON, Maclaggan-street. N.B.—Gentlemen's own materials made up. bbox=[14, 749, 191, 791]
bylaw-clause: 18th. Exposing in any public street or thoroughfare, except in any fair or market lawfully appointed for that purpose, any horse or other animal for show, hire, or sale. bbox=[728, 145, 891, 183]
wanted-ad: WANTED to Sell, Double and Single seated Buggies. Also, Express Waggons. Carver's Carriage Factory, George street. bbox=[14, 178, 191, 211]
bylaw-clause: 19th. If any butcher or other person shall kill or slaughter any animal without having been duly licensed in that behalf by the Town Council. bbox=[728, 184, 891, 213]
bylaw-clause: 46th. All weighbridges within the Town of Port Chalmers shall be duly licensed in writing under the hand of the Town Clerk of the said Town; and any person keeping any weighbridge within the said Town, and not having paid the license fee of £1 annually for such weighbridge, and being unlicensed. bbox=[900, 337, 1100, 384]
price-value: 9s 6d bbox=[347, 366, 364, 376]
